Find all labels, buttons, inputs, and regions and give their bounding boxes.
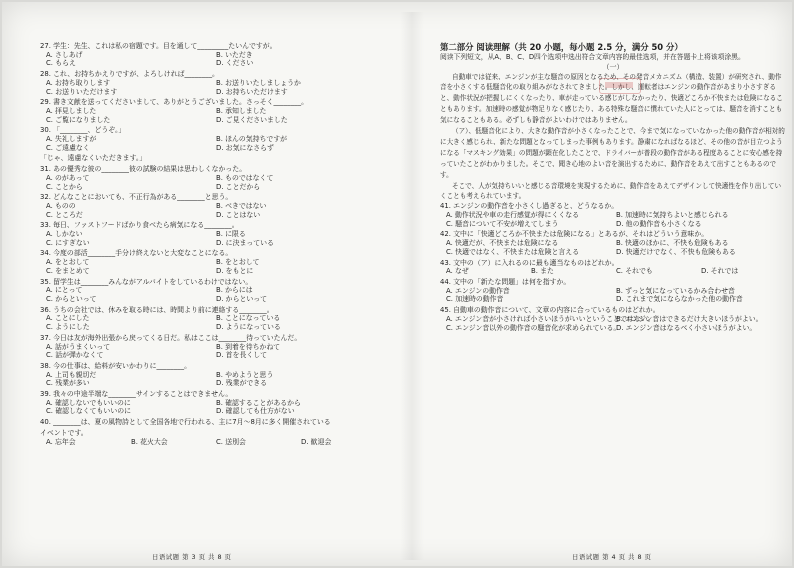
question-text: 37. 今日は友が海外出張から戻ってくる日だ。私はここは________待っていたんだ。 xyxy=(40,333,302,342)
question-item xyxy=(40,165,386,191)
answer-option: A. なぜ xyxy=(446,267,469,276)
answer-option: A. ものの xyxy=(46,201,76,210)
answer-option: D. エンジン音はなるべく小さいほうがよい。 xyxy=(616,323,757,332)
answer-option: B. 花火大会 xyxy=(131,437,168,446)
answer-option: B. 到着を待ちかねて xyxy=(216,342,281,351)
question-text: 29. 書き文献を送ってくださいまして、ありがとうございました。さっそく________。 xyxy=(40,98,308,107)
answer-options xyxy=(40,343,386,360)
answer-option: B. に限る xyxy=(216,230,246,239)
question-text: 44. 文中の「新たな問題」は何を指すか。 xyxy=(440,278,571,286)
answer-option: C. 快適ではなく、不快または危険と言える xyxy=(446,247,580,256)
answer-option: B. ほんの気持ちですが xyxy=(216,135,288,144)
answer-option: B. やめようと思う xyxy=(216,370,274,379)
answer-option: C. ご覧になりました xyxy=(46,115,111,124)
question-text: 39. 我々の中途半端な________サインすることはできません。 xyxy=(40,390,233,399)
section-title: 第二部分 阅读理解（共 20 小题，每小题 2.5 分，满分 50 分） xyxy=(440,42,683,52)
question-item xyxy=(40,221,386,247)
answer-option: D. ください xyxy=(216,59,254,68)
answer-option: D. 残業ができる xyxy=(216,379,268,388)
answer-option: C. 残業が多い xyxy=(46,379,90,388)
question-item xyxy=(40,193,386,219)
passage-paragraph: 自動車では従来、エンジンが主な騒音の原因となるため、その発音メカニズム（構造、装置）が研究され、動作音を小さくする低騒音化の取り組みがなされてきました。しかし、運転者はエンジンの動作音があまり小さすぎると、動作状況が把握しにくくなったり、車が走っている感じがしなかったり、快適どころか不快または危険になることもあります。加速時の感覚が物足りなく感じたり、ある特殊な騒音に慣れていた人にとっては、騒音を消すことも気になることもある。必ずしも静音がよいわけではありません。 xyxy=(440,72,783,125)
answer-options xyxy=(40,371,386,388)
answer-option: C. 話が弾かなくて xyxy=(46,351,104,360)
answer-option: D. ようになっている xyxy=(216,323,281,332)
question-text: 33. 毎日、ファストフードばかり食べたら病気になる________。 xyxy=(40,221,239,230)
answer-option: B. 承知しました xyxy=(216,106,267,115)
stamp-ink xyxy=(605,82,633,88)
question-item xyxy=(40,390,386,416)
question-item xyxy=(440,278,786,304)
question-text: 38. 今の仕事は、給料が安いかわりに________。 xyxy=(40,361,191,370)
answer-options xyxy=(440,211,786,228)
answer-option: C. ところだ xyxy=(46,210,83,219)
left-page xyxy=(40,42,386,448)
left-page-footer: 日语试题 第 3 页 共 8 页 xyxy=(152,553,232,561)
right-question-list xyxy=(440,202,786,332)
answer-option: D. ことだから xyxy=(216,182,261,191)
answer-options xyxy=(440,267,786,276)
answer-options xyxy=(40,79,386,96)
answer-option: A. 話がうまくいって xyxy=(46,342,111,351)
question-item xyxy=(440,230,786,256)
answer-options xyxy=(440,315,786,332)
passage-paragraph: （ア）、低騒音化により、大きな動作音が小さくなったことで、今まで気になっていなかった他の動作音が相対的に大きく感じられ、新たな問題となってしまった事例もあります。静粛になればなるほど、その他の音が目立つようになる「マスキング効果」の問題が顕在化したことで、ドライバーが普段の動作音がある程度あることに安心感を持っていたことがわかりました。そこで、聞き心地のよい音を演出するために、動作音をあえて出すこともあるのです。 xyxy=(440,127,785,179)
answer-option: B. また xyxy=(531,267,554,276)
answer-option: A. 上司も親切だ xyxy=(46,370,97,379)
section-instructions: 阅读下列短文，从A、B、C、D四个选项中选出符合文章内容的最佳选项，并在答题卡上将该项涂黑。 xyxy=(440,53,745,61)
answer-option: C. お送りいただけます xyxy=(46,87,118,96)
answer-option: A. 確認しないでもいいのに xyxy=(46,398,131,407)
question-item xyxy=(40,42,386,68)
answer-option: D. ご見くださいました xyxy=(216,115,288,124)
answer-option: B. からには xyxy=(216,286,253,295)
answer-option: D. それでは xyxy=(701,267,739,276)
answer-option: D. に決まっている xyxy=(216,238,274,247)
answer-option: D. お気になさらず xyxy=(216,143,274,152)
answer-option: A. 失礼しますが xyxy=(46,135,97,144)
passage-paragraph: そこで、人が気持ちいいと感じる音環境を実現するために、動作音をあえてデザインして快適性を作り出していくことも考えられています。 xyxy=(440,181,782,201)
answer-options xyxy=(40,135,386,152)
answer-option: B. 快適のほかに、不快も危険もある xyxy=(616,239,729,248)
answer-options xyxy=(440,239,786,256)
answer-options xyxy=(40,314,386,331)
question-text: 35. 留学生は________みんながアルバイトをしているわけではない。 xyxy=(40,277,253,286)
answer-option: A. エンジン音が小さければ小さいほうがいいということではない。 xyxy=(446,314,655,323)
question-text: 36. うちの会社では、休みを取る時には、時間より前に連絡する________。 xyxy=(40,305,274,314)
answer-option: A. 拝見しました xyxy=(46,106,97,115)
question-item xyxy=(40,429,386,446)
answer-option: C. からといって xyxy=(46,294,97,303)
question-item xyxy=(40,249,386,275)
question-item xyxy=(40,126,386,152)
answer-option: B. ものではなくて xyxy=(216,173,274,182)
answer-options xyxy=(440,287,786,304)
answer-option: A. 忘年会 xyxy=(46,437,76,446)
answer-option: B. いただき xyxy=(216,50,253,59)
answer-option: B. べきではない xyxy=(216,201,267,210)
answer-option: D. お持ちいただけます xyxy=(216,87,288,96)
answer-option: A. お持ち取りします xyxy=(46,78,111,87)
answer-option: C. それでも xyxy=(616,267,653,276)
answer-options xyxy=(40,399,386,416)
question-item xyxy=(40,362,386,388)
question-text: 42. 文中に「快適どころか不快または危険になる」とあるが、それはどういう意味か。 xyxy=(440,230,709,239)
question-item xyxy=(40,70,386,96)
answer-options xyxy=(40,202,386,219)
scanned-exam-sheet xyxy=(2,2,792,566)
answer-option: D. これまで気にならなかった他の動作音 xyxy=(616,295,743,304)
question-text: イベントです。 xyxy=(40,428,88,437)
answer-option: D. 他の動作音も小さくなる xyxy=(616,219,702,228)
question-text: 41. エンジンの動作音を小さくし過ぎると、どうなるか。 xyxy=(440,202,619,211)
answer-option: C. 騒音について不安が増えてしまう xyxy=(446,219,559,228)
question-text: 32. どんなことにおいても、不正行為がある________と思う。 xyxy=(40,193,233,202)
answer-option: D. をもとに xyxy=(216,266,254,275)
answer-option: B. ことになっている xyxy=(216,314,281,323)
question-item xyxy=(40,278,386,304)
answer-options xyxy=(40,51,386,68)
answer-option: B. 確認することがあるから xyxy=(216,398,301,407)
answer-options xyxy=(40,174,386,191)
answer-option: A. しかない xyxy=(46,230,83,239)
answer-option: C. をまとめて xyxy=(46,266,90,275)
answer-options xyxy=(40,230,386,247)
question-item xyxy=(40,306,386,332)
passage-number: （一） xyxy=(602,62,624,71)
answer-option: A. 動作状況や車の走行感覚が得にくくなる xyxy=(446,211,580,220)
question-text: 34. 今度の部活________手分け終えないと大変なことになる。 xyxy=(40,249,233,258)
answer-option: D. 確認しても仕方がない xyxy=(216,407,295,416)
answer-option: B. をとおして xyxy=(216,258,260,267)
question-item xyxy=(40,334,386,360)
answer-option: D. ことはない xyxy=(216,210,261,219)
answer-option: A. ことにした xyxy=(46,314,90,323)
answer-option: B. 加速時に気持ちよいと感じられる xyxy=(616,211,729,220)
question-text: 27. 学生：先生、これは私の宿題です。目を通して_________たいんですが。 xyxy=(40,42,277,50)
answer-option: C. エンジン音以外の動作音の騒音化が求められている。 xyxy=(446,323,621,332)
answer-option: C. ことから xyxy=(46,182,83,191)
question-item xyxy=(440,259,786,276)
red-stamp-mark xyxy=(599,78,641,94)
question-item xyxy=(40,98,386,124)
question-text: 28. これ、お持ちかえりですが、よろしければ________。 xyxy=(40,70,219,79)
answer-option: C. もらえ xyxy=(46,59,76,68)
question-text: 45. 自動車の動作音について、文章の内容に合っているものはどれか。 xyxy=(440,306,660,315)
question-text: 「じゃ、遠慮なくいただきます。」 xyxy=(40,154,147,163)
answer-option: C. ご遠慮なく xyxy=(46,143,90,152)
answer-option: C. 確認しなくてもいいのに xyxy=(46,407,131,416)
answer-options xyxy=(40,258,386,275)
answer-option: A. さしあげ xyxy=(46,50,83,59)
answer-option: D. からといって xyxy=(216,294,268,303)
page-fold-gutter xyxy=(400,12,424,560)
question-text: 43. 文中の（ア）に入れるのに最も適当なものはどれか。 xyxy=(440,258,619,267)
question-item xyxy=(40,418,386,427)
answer-option: D. 快適だけでなく、不快も危険もある xyxy=(616,247,736,256)
answer-option: A. にとって xyxy=(46,286,83,295)
answer-options xyxy=(40,286,386,303)
answer-options xyxy=(40,438,386,447)
question-text: 40. ________は、夏の風物詩として全国各地で行われる、主に7月〜8月に多く開催されている xyxy=(40,418,331,427)
right-page-footer: 日语试题 第 4 页 共 8 页 xyxy=(572,553,652,561)
question-text: 30. 「________、どうぞ。」 xyxy=(40,126,126,135)
answer-option: B. ずっと気になっているかみ合わせ音 xyxy=(616,286,735,295)
answer-option: B. エンジン音はできるだけ大きいほうがよい。 xyxy=(616,314,763,323)
question-item xyxy=(440,306,786,332)
answer-option: B. お送りいたしましょうか xyxy=(216,78,301,87)
answer-option: C. 加速時の動作音 xyxy=(446,295,504,304)
answer-option: C. にすぎない xyxy=(46,238,90,247)
answer-option: A. のがあって xyxy=(46,173,90,182)
question-text: 31. あの優秀な彼の________彼の試験の結果は思わしくなかった。 xyxy=(40,165,247,174)
answer-options xyxy=(40,107,386,124)
answer-option: C. ようにした xyxy=(46,323,90,332)
answer-option: C. 送別会 xyxy=(216,437,246,446)
answer-option: A. をとおして xyxy=(46,258,90,267)
answer-option: D. 首を長くして xyxy=(216,351,268,360)
answer-option: A. 快適だが、不快または危険になる xyxy=(446,239,559,248)
answer-option: D. 歓迎会 xyxy=(301,437,332,446)
answer-option: A. エンジンの動作音 xyxy=(446,286,510,295)
question-item xyxy=(440,202,786,228)
question-item xyxy=(40,154,386,163)
